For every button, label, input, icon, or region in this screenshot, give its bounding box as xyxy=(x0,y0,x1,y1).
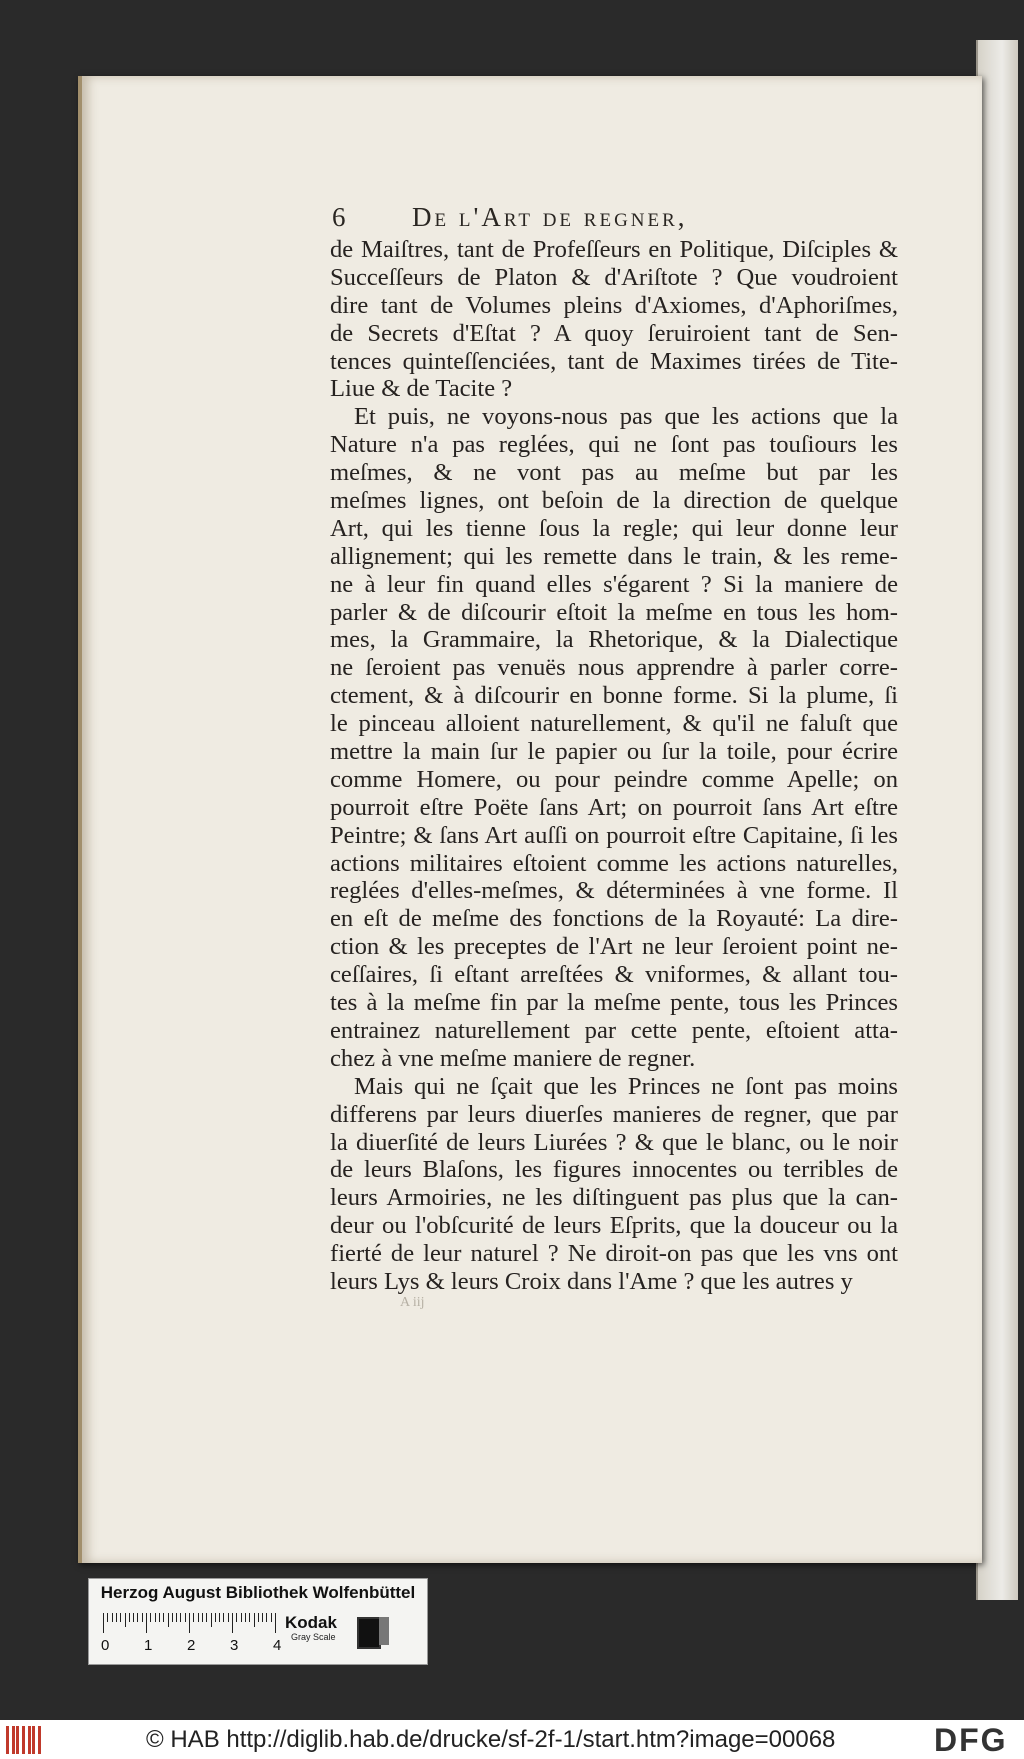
logo-bar xyxy=(22,1726,25,1754)
text-line: reglées d'elles-meſmes, & déterminées à vne forme. Il xyxy=(330,877,898,905)
page-number: 6 xyxy=(332,202,346,232)
text-line: Liue & de Tacite ? xyxy=(330,375,513,403)
logo-bar xyxy=(6,1726,9,1754)
ruler-tick xyxy=(249,1613,250,1622)
ruler-tick xyxy=(232,1613,233,1633)
text-line: fierté de leur naturel ? Ne diroit-on pas que les vns ont xyxy=(330,1240,898,1268)
logo-bar xyxy=(38,1726,41,1754)
text-line: ctement, & à diſcourir en bonne forme. Si la plume, ſi xyxy=(330,682,898,710)
ruler-tick xyxy=(163,1613,164,1622)
target-title: Herzog August Bibliothek Wolfenbüttel xyxy=(100,1583,416,1602)
text-line: en eſt de meſme des fonctions de la Royauté: La dire- xyxy=(330,905,898,933)
footer-bar xyxy=(0,1720,1024,1759)
credit-link[interactable]: © HAB http://diglib.hab.de/drucke/sf-2f-1/start.htm?image=00068 xyxy=(146,1726,836,1753)
logo-bar xyxy=(28,1726,31,1754)
ruler-tick xyxy=(129,1613,130,1622)
color-target-card xyxy=(88,1578,428,1665)
ruler-tick xyxy=(271,1613,272,1622)
text-line: ceſſaires, ſi eſtant arreſtées & vniformes, & allant tou- xyxy=(330,961,898,989)
ruler-tick xyxy=(211,1613,212,1627)
ruler-tick xyxy=(107,1613,108,1622)
ruler-tick xyxy=(116,1613,117,1622)
ruler-tick xyxy=(150,1613,151,1622)
text-line: ne à leur fin quand elles s'égarent ? Si la maniere de xyxy=(330,570,898,598)
barcode-logo-icon xyxy=(6,1726,46,1754)
body-text xyxy=(330,236,898,1296)
ruler-tick xyxy=(159,1613,160,1622)
text-line: Peintre; & ſans Art auſſi on pourroit eſtre Capitaine, ſi les xyxy=(330,821,898,849)
ruler-tick xyxy=(258,1613,259,1622)
ruler-tick xyxy=(120,1613,121,1622)
text-line: de Maiſtres, tant de Profeſſeurs en Politique, Diſciples & xyxy=(330,236,898,263)
text-line: Succeſſeurs de Platon & d'Ariſtote ? Que voudroient xyxy=(330,263,898,291)
scale-number: 2 xyxy=(187,1637,196,1654)
ruler-tick xyxy=(254,1613,255,1627)
ruler-tick xyxy=(241,1613,242,1622)
text-line: Art, qui les tienne ſous la regle; qui leur donne leur xyxy=(330,514,898,542)
logo-bar xyxy=(12,1726,15,1754)
scale-number: 1 xyxy=(144,1637,153,1654)
ruler-tick xyxy=(198,1613,199,1622)
text-line: de Secrets d'Eſtat ? A quoy ſeruiroient tant de Sen- xyxy=(330,319,898,347)
text-line: Et puis, ne voyons-nous pas que les actions que la xyxy=(354,403,898,431)
page-header xyxy=(332,202,892,238)
text-line: mettre la main ſur le papier ou ſur la toile, pour écrire xyxy=(330,738,898,766)
gray-patch xyxy=(379,1617,389,1645)
ruler-tick xyxy=(180,1613,181,1622)
kodak-logo: Kodak xyxy=(285,1613,337,1632)
ruler-tick xyxy=(219,1613,220,1622)
scale-number: 4 xyxy=(273,1637,282,1654)
logo-bar xyxy=(16,1726,19,1754)
running-title: De l'Art de regner, xyxy=(412,202,688,232)
text-line: allignement; qui les remette dans le train, & les reme- xyxy=(330,542,898,570)
text-line: ction & les preceptes de l'Art ne leur ſeroient point ne- xyxy=(330,933,898,961)
ruler-tick xyxy=(137,1613,138,1622)
text-line: Nature n'a pas reglées, qui ne ſont pas touſiours les xyxy=(330,431,898,459)
ruler-tick xyxy=(146,1613,147,1633)
ruler-tick xyxy=(112,1613,113,1622)
ruler-tick xyxy=(228,1613,229,1622)
ruler-tick xyxy=(189,1613,190,1633)
text-line: tences quinteſſenciées, tant de Maximes tirées de Tite- xyxy=(330,347,898,375)
facing-page-edge xyxy=(976,40,1018,1600)
text-line: leurs Lys & leurs Croix dans l'Ame ? que les autres y xyxy=(330,1267,853,1295)
text-line: meſmes lignes, ont beſoin de la direction de quelque xyxy=(330,487,898,515)
text-line: mes, la Grammaire, la Rhetorique, & la Dialectique xyxy=(330,626,898,654)
ruler-tick xyxy=(193,1613,194,1622)
text-line: le pinceau alloient naturellement, & qu'il ne faluſt que xyxy=(330,710,898,738)
logo-bar xyxy=(32,1726,35,1754)
text-line: dire tant de Volumes pleins d'Axiomes, d'Aphoriſmes, xyxy=(330,291,898,319)
text-line: entrainez naturellement par cette pente, eſtoient atta- xyxy=(330,1016,898,1044)
ruler-tick xyxy=(245,1613,246,1622)
text-line: pourroit eſtre Poëte ſans Art; on pourroit ſans Art eſtre xyxy=(330,793,898,821)
text-line: tes à la meſme fin par la meſme pente, tous les Princes xyxy=(330,989,898,1017)
gray-scale-label: Gray Scale xyxy=(291,1632,336,1642)
signature-mark: A iij xyxy=(400,1295,425,1310)
ruler-tick xyxy=(103,1613,104,1633)
ruler-tick xyxy=(168,1613,169,1627)
ruler-tick xyxy=(202,1613,203,1622)
text-line: parler & de diſcourir eſtoit la meſme en tous les hom- xyxy=(330,598,898,626)
ruler-tick xyxy=(133,1613,134,1622)
ruler-tick xyxy=(266,1613,267,1622)
text-line: comme Homere, ou pour peindre comme Apelle; on xyxy=(330,765,898,793)
text-line: deur ou l'obſcurité de leurs Eſprits, que la douceur ou la xyxy=(330,1212,898,1240)
text-line: Mais qui ne ſçait que les Princes ne ſont pas moins xyxy=(354,1072,898,1100)
dfg-logo: DFG xyxy=(934,1722,1008,1758)
text-line: differens par leurs diuerſes manieres de regner, que par xyxy=(330,1100,898,1128)
ruler-tick xyxy=(142,1613,143,1622)
ruler-tick xyxy=(215,1613,216,1622)
ruler-tick xyxy=(236,1613,237,1622)
text-line: leurs Armoiries, ne les diſtinguent pas plus que la can- xyxy=(330,1184,898,1212)
ruler-tick xyxy=(125,1613,126,1627)
text-line: de leurs Blaſons, les figures innocentes ou terribles de xyxy=(330,1156,898,1184)
text-line: chez à vne meſme maniere de regner. xyxy=(330,1044,696,1072)
ruler-tick xyxy=(155,1613,156,1622)
ruler-tick xyxy=(262,1613,263,1622)
text-line: actions militaires eſtoient comme les actions naturelles, xyxy=(330,849,898,877)
scale-number: 0 xyxy=(101,1637,110,1654)
ruler-tick xyxy=(172,1613,173,1622)
ruler-tick xyxy=(206,1613,207,1622)
text-line: meſmes, & ne vont pas au meſme but par les xyxy=(330,459,898,487)
ruler-tick xyxy=(176,1613,177,1622)
ruler-tick xyxy=(185,1613,186,1622)
black-patch xyxy=(357,1617,381,1649)
ruler-tick xyxy=(223,1613,224,1622)
ruler-tick xyxy=(275,1613,276,1633)
text-line: la diuerſité de leurs Liurées ? & que le blanc, ou le noir xyxy=(330,1128,898,1156)
scale-number: 3 xyxy=(230,1637,239,1654)
text-line: ne ſeroient pas venuës nous apprendre à parler corre- xyxy=(330,654,898,682)
